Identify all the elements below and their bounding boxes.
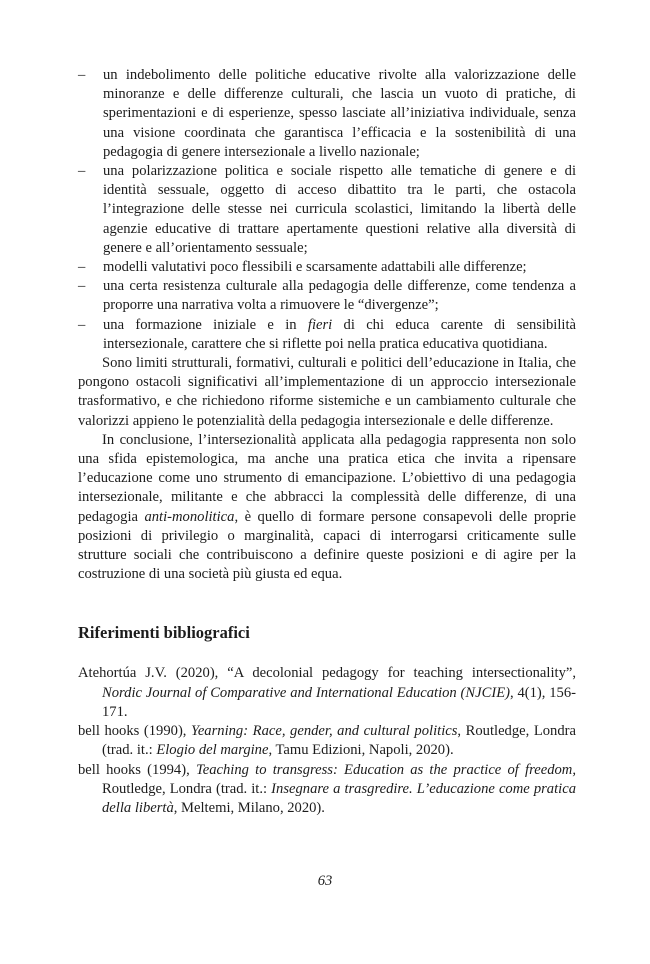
list-item-text: un indebolimento delle politiche educative rivolte alla valorizzazione delle minoranze e delle differenze culturali, che lascia un vuoto di pratiche, di sperimentazioni e di esperienze, spesso lasciate all’iniziativa individuale, senza una visione coordinata che garantisca l’efficacia e la sostenibilità di una pedagogia di genere intersezionale a livello nazionale; xyxy=(103,67,576,160)
dash-marker: – xyxy=(78,278,86,295)
references-heading: Riferimenti bibliografici xyxy=(78,623,250,643)
reference-text: , Meltemi, Milano, 2020). xyxy=(173,799,325,816)
reference-text: Routledge, Londra (trad. it.: xyxy=(102,780,272,797)
reference-text: bell hooks (1994), xyxy=(78,761,196,778)
paragraph-text: , è quello di formare persone consapevoli delle proprie posizioni di privilegio o marginalità, capaci di interrogarsi criticamente sulle strutture sociali che contribuiscono a definire queste posizioni e di agire per la costruzione di una società più giusta ed equa. xyxy=(78,508,576,583)
page-body xyxy=(78,66,576,818)
list-item-text: una formazione iniziale e in xyxy=(103,316,308,333)
reference-entry xyxy=(78,761,576,819)
list-item-text: una polarizzazione politica e sociale rispetto alle tematiche di genere e di identità sessuale, oggetto di acceso dibattito tra le parti, che ostacola l’integrazione delle stesse nei curricula scolastici, limitando la libertà delle agenzie educative di trattare apertamente questioni relative alla diversità di genere e all’orientamento sessuale; xyxy=(103,163,576,256)
reference-title: Yearning: Race, gender, and cultural politics xyxy=(191,723,458,740)
reference-title: Nordic Journal of Comparative and International Education (NJCIE) xyxy=(102,684,510,701)
list-item xyxy=(78,316,576,354)
list-item xyxy=(78,66,576,162)
page-number: 63 xyxy=(317,873,333,889)
reference-title: Elogio del margine xyxy=(156,742,269,759)
list-item xyxy=(78,258,576,277)
reference-text: Atehortúa J.V. (2020), “A decolonial pedagogy for teaching intersectionality”, xyxy=(78,665,576,682)
reference-text: , Tamu Edizioni, Napoli, 2020). xyxy=(268,742,454,759)
list-item xyxy=(78,162,576,258)
list-item-text: una certa resistenza culturale alla pedagogia delle differenze, come tendenza a proporre una narrativa volta a rimuovere le “divergenze”; xyxy=(103,278,576,314)
list-item xyxy=(78,277,576,315)
reference-title: Insegnare a trasgredire. L’educazione come pratica della libertà xyxy=(102,780,576,816)
reference-title: Teaching to transgress: Education as the practice of freedom, xyxy=(195,761,576,778)
italic-term: anti-monolitica xyxy=(144,508,235,525)
reference-text: bell hooks (1990), xyxy=(78,723,192,740)
references-list xyxy=(78,664,576,818)
paragraph-text: In conclusione, l’intersezionalità applicata alla pedagogia rappresenta non solo una sfida epistemologica, ma anche una pratica etica che invita a ripensare l’educazione come uno strumento di emancipazione. L’obiettivo di una pedagogia intersezionale, militante e che abbracci la complessità delle differenze, di una pedagogia xyxy=(78,431,576,525)
dash-marker: – xyxy=(78,67,86,83)
italic-term: fieri xyxy=(307,316,333,333)
dash-marker: – xyxy=(78,163,86,180)
list-item-text: modelli valutativi poco flessibili e scarsamente adattabili alle differenze; xyxy=(103,259,527,276)
reference-text: , Routledge, Londra (trad. it.: xyxy=(102,723,576,759)
dash-marker: – xyxy=(78,316,86,333)
reference-entry xyxy=(78,664,576,722)
paragraph-conclusion xyxy=(78,431,576,585)
reference-entry xyxy=(78,722,576,760)
limitations-list xyxy=(78,66,576,354)
list-item-text: di chi educa carente di sensibilità intersezionale, carattere che si riflette poi nella pratica educativa quotidiana. xyxy=(103,316,576,352)
paragraph-limits: Sono limiti strutturali, formativi, culturali e politici dell’educazione in Italia, che pongono ostacoli significativi all’implementazione di un approccio intersezionale trasformativo, e che richiedono riforme sistemiche e un cambiamento culturale che valorizzi appieno le potenzialità della pedagogia intersezionale e delle differenze. xyxy=(78,355,576,429)
dash-marker: – xyxy=(78,259,86,276)
reference-text: , 4(1), 156-171. xyxy=(102,684,576,720)
